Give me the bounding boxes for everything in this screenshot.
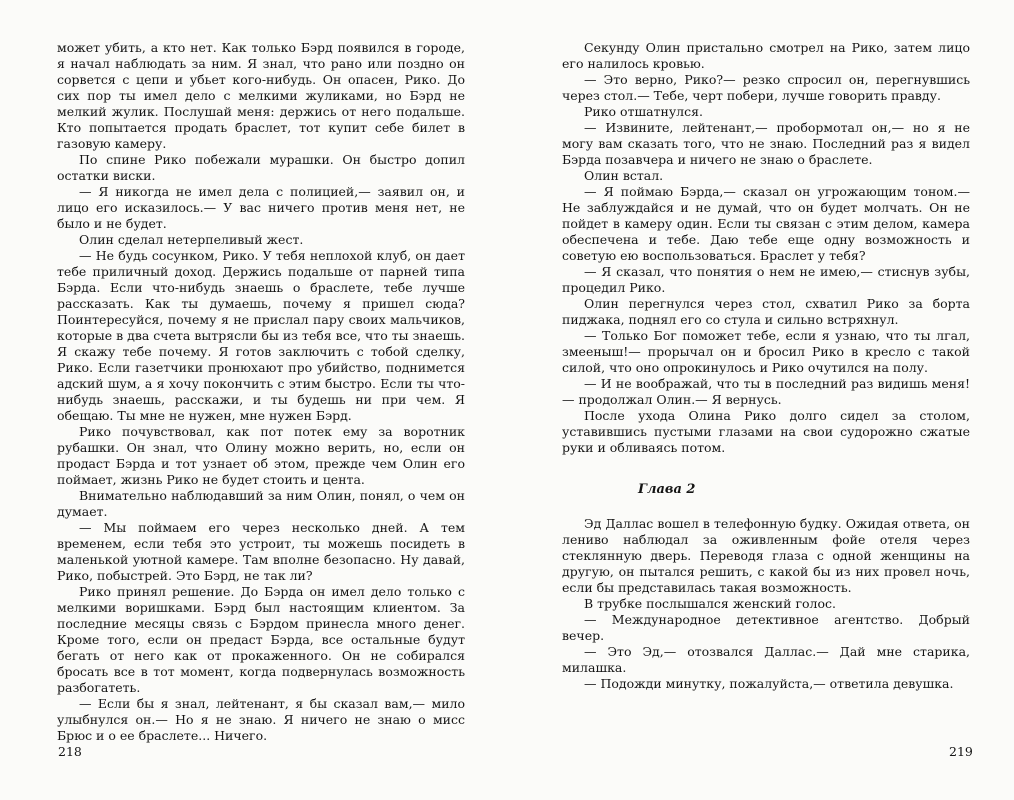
paragraph: Олин перегнулся через стол, схватил Рико за борта пиджака, поднял его со стула и сильно встряхнул. xyxy=(562,296,970,327)
paragraph: Рико отшатнулся. xyxy=(584,104,703,119)
paragraph: Олин встал. xyxy=(584,168,664,183)
chapter-heading: Глава 2 xyxy=(638,482,696,497)
paragraph: — Мы поймаем его через несколько дней. А тем временем, если тебя это устроит, ты можешь посидеть в маленькой уютной камере. Там вполне безопасно. Ну давай, Рико, побыстрей. Это Бэрд, не так ли? xyxy=(57,520,465,583)
paragraph: — Только Бог поможет тебе, если я узнаю, что ты лгал, змееныш!— прорычал он и бросил Рико в кресло с такой силой, что оно опрокинулось и Рико очутился на полу. xyxy=(562,328,970,375)
paragraph: — Это верно, Рико?— резко спросил он, перегнувшись через стол.— Тебе, черт побери, лучше говорить правду. xyxy=(562,72,970,103)
paragraph: Рико почувствовал, как пот потек ему за воротник рубашки. Он знал, что Олину можно верить, но, если он продаст Бэрда и тот узнает об этом, прежде чем Олин его поймает, жизнь Рико не будет стоить и цента. xyxy=(57,424,465,487)
page-number: 218 xyxy=(58,744,82,759)
paragraph: — Я никогда не имел дела с полицией,— заявил он, и лицо его исказилось.— У вас ничего против меня нет, не было и не будет. xyxy=(57,184,465,231)
paragraph: — И не воображай, что ты в последний раз видишь меня!— продолжал Олин.— Я вернусь. xyxy=(562,376,970,407)
paragraph: — Если бы я знал, лейтенант, я бы сказал вам,— мило улыбнулся он.— Но я не знаю. Я ничего не знаю о мисс Брюс и о ее браслете... Ничего. xyxy=(57,696,465,743)
paragraph: — Я поймаю Бэрда,— сказал он угрожающим тоном.— Не заблуждайся и не думай, что он будет молчать. Он не пойдет в камеру один. Если ты связан с этим делом, камера обеспечена и тебе. Даю тебе еще одну возможность и советую ею воспользоваться. Браслет у тебя? xyxy=(562,184,970,263)
paragraph: — Подожди минутку, пожалуйста,— ответила девушка. xyxy=(584,676,954,691)
paragraph: — Это Эд,— отозвался Даллас.— Дай мне старика, милашка. xyxy=(562,644,970,675)
paragraph: В трубке послышался женский голос. xyxy=(584,596,836,611)
paragraph: Олин сделал нетерпеливый жест. xyxy=(79,232,304,247)
right-page xyxy=(562,40,970,692)
paragraph: Рико принял решение. До Бэрда он имел дело только с мелкими воришками. Бэрд был настоящим клиентом. За последние месяцы связь с Бэрдом принесла много денег. Кроме того, если он предаст Бэрда, все остальные будут бегать от него как от прокаженного. Он не собирался бросать все в тот момент, когда подвернулась возможность разбогатеть. xyxy=(57,584,465,695)
paragraph: После ухода Олина Рико долго сидел за столом, уставившись пустыми глазами на свои судорожно сжатые руки и обливаясь потом. xyxy=(562,408,970,455)
left-page xyxy=(57,40,465,744)
paragraph: может убить, а кто нет. Как только Бэрд появился в городе, я начал наблюдать за ним. Я знал, что рано или поздно он сорвется с цепи и убьет кого-нибудь. Он опасен, Рико. До сих пор ты имел дело с мелкими жуликами, но Бэрд не мелкий жулик. Послушай меня: держись от него подальше. Кто попытается продать браслет, тот купит себе билет в газовую камеру. xyxy=(57,40,465,151)
paragraph: — Не будь сосунком, Рико. У тебя неплохой клуб, он дает тебе приличный доход. Держись подальше от парней типа Бэрда. Если что-нибудь знаешь о браслете, тебе лучше рассказать. Как ты думаешь, почему я пришел сюда? Поинтересуйся, почему я не прислал пару своих мальчиков, которые в два счета вытрясли бы из тебя все, что ты знаешь. Я скажу тебе почему. Я готов заключить с тобой сделку, Рико. Если газетчики пронюхают про убийство, поднимется адский шум, а я хочу покончить с этим быстро. Если ты что-нибудь знаешь, расскажи, и ты будешь ни при чем. Я обещаю. Ты мне не нужен, мне нужен Бэрд. xyxy=(57,248,465,423)
paragraph: — Международное детективное агентство. Добрый вечер. xyxy=(562,612,970,643)
paragraph: — Я сказал, что понятия о нем не имею,— стиснув зубы, процедил Рико. xyxy=(562,264,970,295)
paragraph: По спине Рико побежали мурашки. Он быстро допил остатки виски. xyxy=(57,152,465,183)
paragraph: Секунду Олин пристально смотрел на Рико, затем лицо его налилось кровью. xyxy=(562,40,970,71)
paragraph: — Извините, лейтенант,— пробормотал он,— но я не могу вам сказать того, что не знаю. Последний раз я видел Бэрда позавчера и ничего не знаю о браслете. xyxy=(562,120,970,167)
paragraph: Внимательно наблюдавший за ним Олин, понял, о чем он думает. xyxy=(57,488,465,519)
paragraph: Эд Даллас вошел в телефонную будку. Ожидая ответа, он лениво наблюдал за оживленным фойе отеля через стеклянную дверь. Переводя глаза с одной женщины на другую, он пытался решить, с какой бы из них провел ночь, если бы представилась такая возможность. xyxy=(562,516,970,595)
page-number: 219 xyxy=(949,744,973,759)
